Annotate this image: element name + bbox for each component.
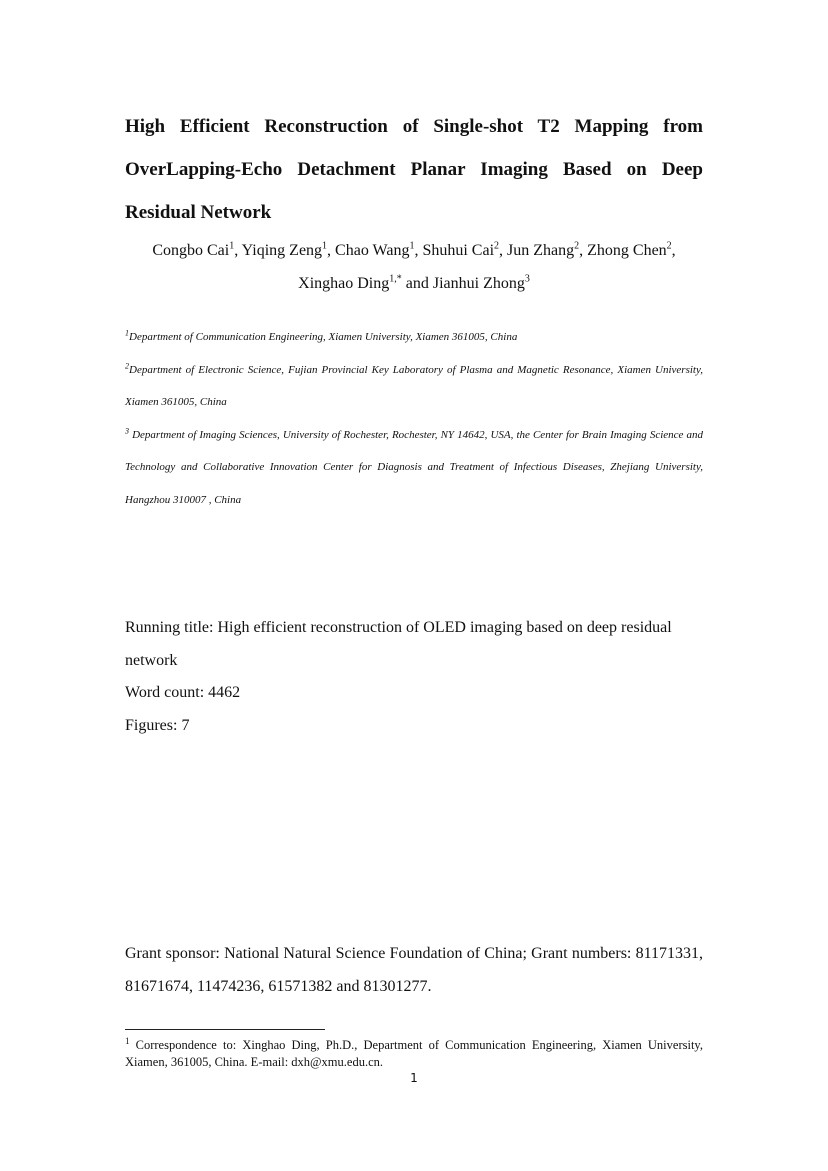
page-number: 1 bbox=[410, 1071, 418, 1085]
author: Congbo Cai$^1$, bbox=[152, 240, 242, 259]
author: Jianhui Zhong$^3$ bbox=[432, 273, 530, 292]
grant-statement: Grant sponsor: National Natural Science Foundation of China; Grant numbers: 81171331, 81671674, 11474236, 61571382 and 81301277. bbox=[125, 945, 703, 995]
author: Zhong Chen$^2$, bbox=[587, 240, 676, 259]
running-title: Running title: High efficient reconstruction of OLED imaging based on deep residual network bbox=[125, 619, 672, 669]
author: Shuhui Cai$^2$, bbox=[422, 240, 508, 259]
footnote-divider bbox=[125, 1029, 325, 1030]
figure-count: Figures: 7 bbox=[125, 716, 190, 734]
word-count: Word count: 4462 bbox=[125, 684, 241, 701]
paper-title: High Efficient Reconstruction of Single-shot T2 Mapping from OverLapping-Echo Detachment Planar Imaging Based on Deep Residual Network bbox=[125, 116, 703, 223]
author: Chao Wang$^1$, bbox=[335, 240, 423, 259]
author: Xinghao Ding$^{1,*}$ and bbox=[298, 273, 433, 292]
manuscript-info bbox=[125, 612, 703, 742]
affiliation: $^2$Department of Electronic Science, Fujian Provincial Key Laboratory of Plasma and Magnetic Resonance, Xiamen University, Xiamen 361005, China bbox=[125, 360, 703, 409]
affiliation: $^1$Department of Communication Engineering, Xiamen University, Xiamen 361005, China bbox=[125, 328, 518, 343]
affiliation: $^3$ Department of Imaging Sciences, University of Rochester, Rochester, NY 14642, USA, the Center for Brain Imaging Science and Technology and Collaborative Innovation Center for Diagnosis and Treatment of Infectious Diseases, Zhejiang University, Hangzhou 310007 , China bbox=[125, 426, 703, 506]
author: Jun Zhang$^2$, bbox=[507, 240, 588, 259]
author-list bbox=[125, 234, 703, 300]
affiliation-list bbox=[125, 321, 703, 517]
author: Yiqing Zeng$^1$, bbox=[241, 240, 336, 259]
correspondence-footnote: $^1$ Correspondence to: Xinghao Ding, Ph.D., Department of Communication Engineering, Xiamen University, Xiamen, 361005, China. E-mail: dxh@xmu.edu.cn. bbox=[125, 1035, 703, 1069]
